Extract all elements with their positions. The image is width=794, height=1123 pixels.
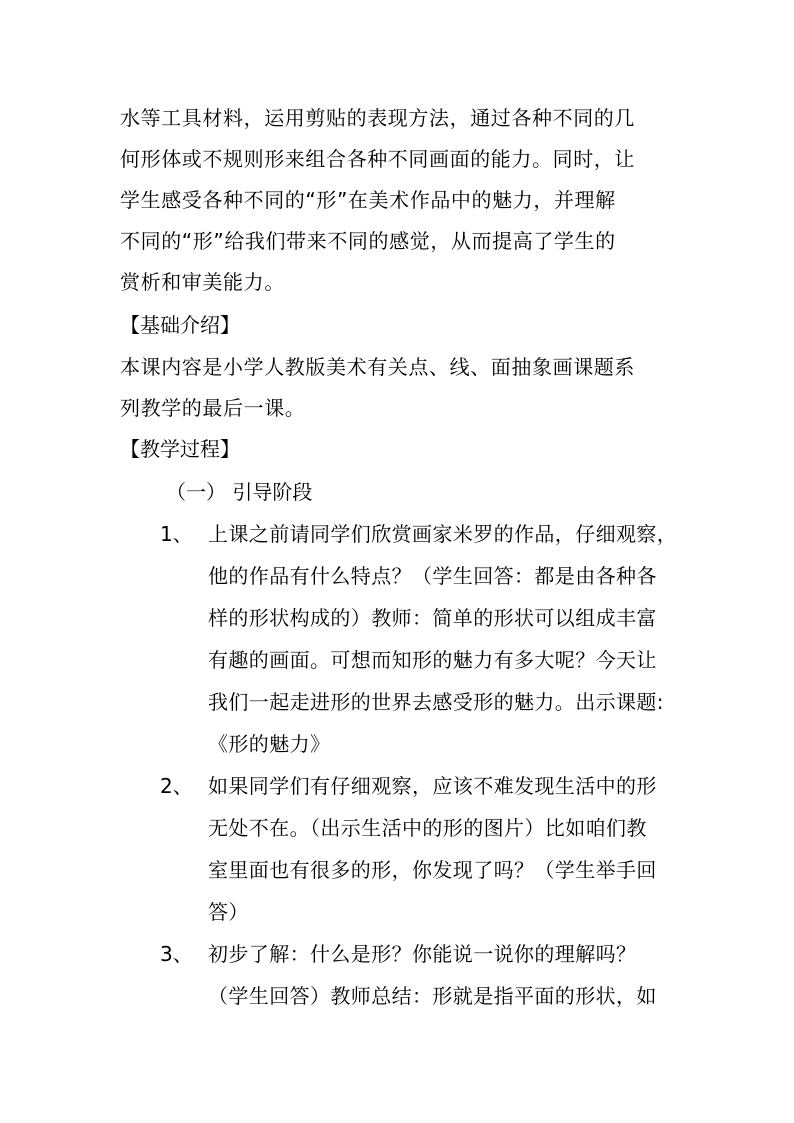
item-line: 我们一起走进形的世界去感受形的魅力。出示课题: — [208, 690, 664, 714]
item-line: 有趣的画面。可想而知形的魅力有多大呢？今天让 — [208, 648, 657, 672]
teaching-process-heading: 【教学过程】 — [120, 437, 240, 461]
intro-line: 学生感受各种不同的“形”在美术作品中的魅力，并理解 — [120, 188, 616, 212]
item-line: 答） — [208, 900, 249, 924]
item-number: 2、 — [160, 774, 193, 798]
item-line: 上课之前请同学们欣赏画家米罗的作品，仔细观察， — [208, 522, 678, 546]
item-line: 样的形状构成的）教师：简单的形状可以组成丰富 — [208, 606, 657, 630]
intro-line: 不同的“形”给我们带来不同的感觉，从而提高了学生的 — [120, 229, 616, 253]
item-line: 初步了解：什么是形？你能说一说你的理解吗？ — [208, 942, 637, 966]
item-number: 1、 — [160, 522, 193, 546]
item-line: 他的作品有什么特点？（学生回答：都是由各种各 — [208, 564, 657, 588]
item-line: 室里面也有很多的形，你发现了吗？（学生举手回 — [208, 858, 657, 882]
item-number: 3、 — [160, 942, 193, 966]
intro-line: 赏析和审美能力。 — [120, 270, 285, 294]
intro-line: 何形体或不规则形来组合各种不同画面的能力。同时，让 — [120, 147, 635, 171]
item-line: 如果同学们有仔细观察，应该不难发现生活中的形 — [208, 774, 657, 798]
item-line: （学生回答）教师总结：形就是指平面的形状，如 — [208, 984, 657, 1008]
stage-heading: （一） 引导阶段 — [166, 480, 313, 504]
basic-intro-line: 列教学的最后一课。 — [120, 396, 306, 420]
basic-intro-line: 本课内容是小学人教版美术有关点、线、面抽象画课题系 — [120, 355, 635, 379]
basic-intro-heading: 【基础介绍】 — [120, 313, 240, 337]
intro-line: 水等工具材料，运用剪贴的表现方法，通过各种不同的几 — [120, 106, 635, 130]
item-line: 《形的魅力》 — [208, 732, 331, 756]
item-line: 无处不在。（出示生活中的形的图片）比如咱们教 — [208, 816, 647, 840]
